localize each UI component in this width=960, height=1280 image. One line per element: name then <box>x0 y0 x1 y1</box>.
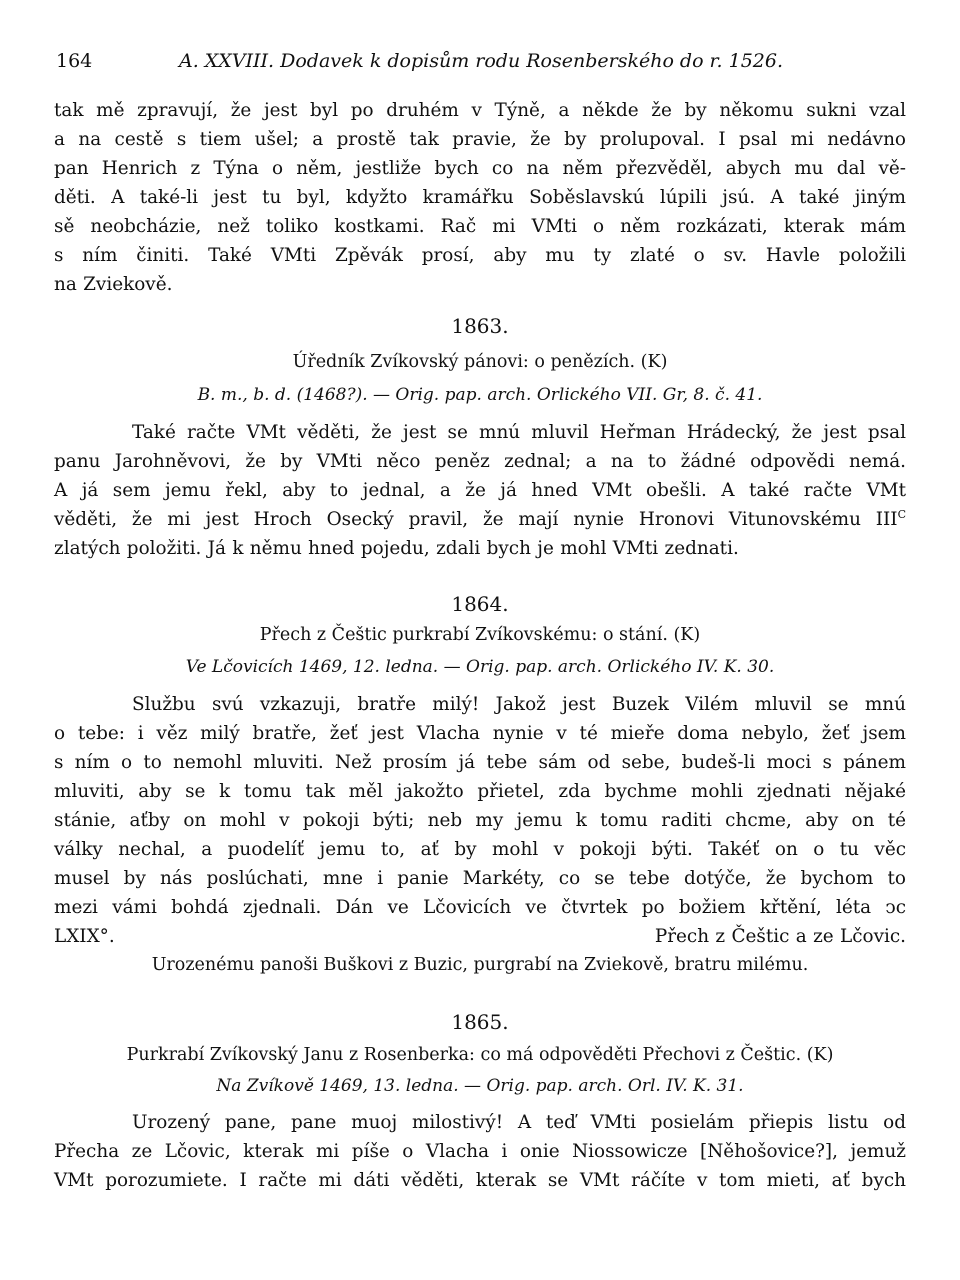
text-line: pan Henrich z Týna o něm, jestliže bych co na něm přezvěděl, abych mu dal vě- <box>54 158 906 179</box>
page-number: 164 <box>56 50 93 72</box>
text-line: Službu svú vzkazuji, bratře milý! Jakož jest Buzek Vilém mluvil se mnú <box>132 694 906 715</box>
letter-address: Urozenému panoši Buškovi z Buzic, purgrabí na Zviekově, bratru milému. <box>151 955 809 975</box>
text-line: A já sem jemu řekl, aby to jednal, a že já hned VMt obešli. A také račte VMt <box>54 480 906 501</box>
letter-source: B. m., b. d. (1468?). — Orig. pap. arch. Orlického VII. Gr, 8. č. 41. <box>197 385 763 405</box>
page-header <box>56 50 906 78</box>
letter-number: 1865. <box>451 1010 509 1034</box>
running-title: A. XXVIII. Dodavek k dopisům rodu Rosenberského do r. 1526. <box>178 50 784 72</box>
signature: Přech z Češtic a ze Lčovic. <box>654 926 906 947</box>
text-line: mezi vámi bohdá zjednali. Dán ve Lčovicích ve čtvrtek po božiem křtění, léta ↄc <box>54 897 906 918</box>
text-line: s ním činiti. Také VMti Zpěvák prosí, aby mu ty zlaté o sv. Havle položili <box>54 245 906 266</box>
letter-title: Úředník Zvíkovský pánovi: o penězích. (K) <box>292 352 668 372</box>
letter-number: 1863. <box>451 314 509 338</box>
text-line: musel by nás poslúchati, mne i panie Markéty, co se tebe dotýče, že bychom to <box>54 868 906 889</box>
closing-date: LXIX°. <box>54 926 115 947</box>
intro-paragraph <box>54 96 906 299</box>
letter-source: Ve Lčovicích 1469, 12. ledna. — Orig. pap. arch. Orlického IV. K. 30. <box>185 657 775 677</box>
text-segment: věděti, že mi jest Hroch Osecký pravil, že mají nynie Hronovi Vitunovskému III <box>54 509 898 530</box>
superscript: C <box>897 507 906 521</box>
text-line: mluviti, aby se k tomu tak měl jakožto přietel, zda bychme mohli zjednati nějaké <box>54 781 906 802</box>
text-line: tak mě zpravují, že jest byl po druhém v Týně, a někde že by někomu sukni vzal <box>54 100 906 121</box>
text-line: Také račte VMt věděti, že jest se mnú mluvil Heřman Hrádecký, že jest psal <box>132 422 906 443</box>
letter-title: Purkrabí Zvíkovský Janu z Rosenberka: co má odpověděti Přechovi z Češtic. (K) <box>126 1045 834 1065</box>
letter-title: Přech z Češtic purkrabí Zvíkovskému: o stání. (K) <box>259 625 701 645</box>
text-line <box>54 505 906 534</box>
letter-body <box>54 1108 906 1195</box>
text-line: stánie, aťby on mohl v pokoji býti; neb my jemu k tomu raditi chcme, aby on té <box>54 810 906 831</box>
text-line: a na cestě s tiem ušel; a prostě tak pravie, že by prolupoval. I psal mi nedávno <box>54 129 906 150</box>
text-line: panu Jarohněvovi, že by VMti něco peněz zednal; a na to žádné odpovědi nemá. <box>54 451 906 472</box>
letter-body <box>54 690 906 951</box>
text-line: Urozený pane, pane muoj milostivý! A teď VMti posielám přiepis listu od <box>132 1112 906 1133</box>
letter-number: 1864. <box>451 592 509 616</box>
text-line: zlatých položiti. Já k němu hned pojedu, zdali bych je mohl VMti zednati. <box>54 538 739 559</box>
text-line: sě neobcházie, než toliko kostkami. Rač mi VMti o něm rozkázati, kterak mám <box>54 216 906 237</box>
text-line: VMt porozumiete. I račte mi dáti věděti, kterak se VMt ráčíte v tom mieti, ať bych <box>54 1170 906 1191</box>
text-line: na Zviekově. <box>54 274 173 295</box>
text-line: Přecha ze Lčovic, kterak mi píše o Vlacha i onie Niossowicze [Něhošovice?], jemuž <box>54 1141 906 1162</box>
letter-source: Na Zvíkově 1469, 13. ledna. — Orig. pap. arch. Orl. IV. K. 31. <box>216 1076 744 1096</box>
letter-body <box>54 418 906 563</box>
text-line: s ním o to nemohl mluviti. Než prosím já tebe sám od sebe, budeš-li moci s pánem <box>54 752 906 773</box>
text-line: děti. A také-li jest tu byl, kdyžto kramářku Soběslavskú lúpili jsú. A také jiným <box>54 187 906 208</box>
text-line: o tebe: i věz milý bratře, žeť jest Vlacha nynie v té mieře doma nebylo, žeť jsem <box>54 723 906 744</box>
text-line: války nechal, a puodelíť jemu to, ať by mohl v pokoji býti. Takéť on o tu věc <box>54 839 906 860</box>
